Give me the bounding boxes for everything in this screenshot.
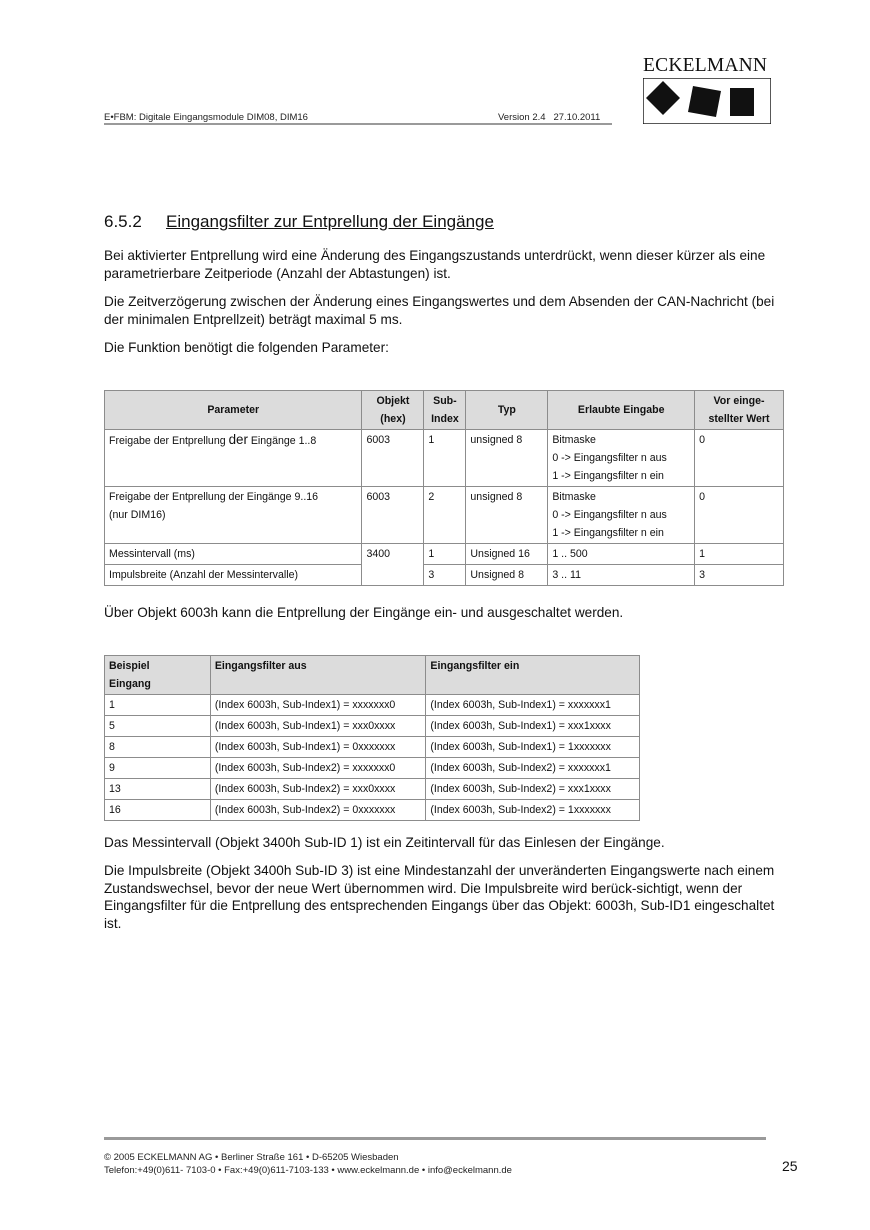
cell-sub-index: 2 (424, 487, 466, 544)
example-table-header (105, 656, 640, 695)
section-number: 6.5.2 (104, 212, 142, 231)
table-row (105, 716, 640, 737)
cell-filter-aus: (Index 6003h, Sub-Index2) = xxxxxxx0 (210, 758, 426, 779)
header-sub-index: Sub- Index (424, 391, 466, 430)
logo-text: ECKELMANN (643, 55, 768, 76)
paragraph-params-intro: Die Funktion benötigt die folgenden Parameter: (104, 340, 389, 355)
example-table (104, 655, 640, 821)
cell-filter-ein: (Index 6003h, Sub-Index2) = xxx1xxxx (426, 779, 640, 800)
header-typ: Typ (466, 391, 548, 430)
cell-eingang: 1 (105, 695, 211, 716)
paragraph-delay: Die Zeitverzögerung zwischen der Änderung eines Eingangswertes und dem Absenden der CAN-Nachricht (bei der minimalen Entprellzeit) beträgt maximal 5 ms. (104, 294, 775, 327)
cell-objekt: 6003 (362, 430, 424, 487)
header-erlaubte-eingabe: Erlaubte Eingabe (548, 391, 695, 430)
cell-sub-index: 1 (424, 544, 466, 565)
logo-squares-icon (643, 78, 771, 124)
cell-filter-ein: (Index 6003h, Sub-Index2) = 1xxxxxxx (426, 800, 640, 821)
cell-typ: unsigned 8 (466, 487, 548, 544)
table-row (105, 695, 640, 716)
table-row (105, 487, 784, 544)
cell-filter-aus: (Index 6003h, Sub-Index1) = xxx0xxxx (210, 716, 426, 737)
cell-wert: 3 (695, 565, 784, 586)
cell-typ: unsigned 8 (466, 430, 548, 487)
cell-filter-aus: (Index 6003h, Sub-Index2) = 0xxxxxxx (210, 800, 426, 821)
cell-eingang: 13 (105, 779, 211, 800)
table-row (105, 565, 784, 586)
header-rule (104, 123, 612, 125)
parameter-table (104, 390, 784, 586)
cell-wert: 0 (695, 430, 784, 487)
cell-eingang: 9 (105, 758, 211, 779)
cell-filter-aus: (Index 6003h, Sub-Index2) = xxx0xxxx (210, 779, 426, 800)
header-objekt: Objekt (hex) (362, 391, 424, 430)
cell-filter-ein: (Index 6003h, Sub-Index1) = xxx1xxxx (426, 716, 640, 737)
header-parameter: Parameter (105, 391, 362, 430)
table-row (105, 430, 784, 487)
cell-objekt (362, 565, 424, 586)
paragraph-object-6003: Über Objekt 6003h kann die Entprellung der Eingänge ein- und ausgeschaltet werden. (104, 605, 624, 620)
cell-parameter: Freigabe der Entprellung der Eingänge 1..8 (105, 430, 362, 487)
eckelmann-logo (643, 56, 771, 122)
table-row (105, 758, 640, 779)
cell-filter-aus: (Index 6003h, Sub-Index1) = 0xxxxxxx (210, 737, 426, 758)
cell-filter-aus: (Index 6003h, Sub-Index1) = xxxxxxx0 (210, 695, 426, 716)
parameter-table-header (105, 391, 784, 430)
footer-contact: Telefon:+49(0)611- 7103-0 • Fax:+49(0)611-7103-133 • www.eckelmann.de • info@eckelmann.de (104, 1165, 512, 1176)
cell-wert: 1 (695, 544, 784, 565)
page-number: 25 (782, 1158, 798, 1174)
cell-eingabe: Bitmaske 0 -> Eingangsfilter n aus 1 -> Eingangsfilter n ein (548, 487, 695, 544)
header-doc-title: E•FBM: Digitale Eingangsmodule DIM08, DIM16 (104, 112, 308, 123)
table-row (105, 544, 784, 565)
table-row (105, 779, 640, 800)
section-heading (104, 212, 494, 232)
cell-sub-index: 3 (424, 565, 466, 586)
paragraph-impulsbreite: Die Impulsbreite (Objekt 3400h Sub-ID 3) ist eine Mindestanzahl der unveränderten Eingangswerte nach einem Zustandswechsel, bevor der neue Wert übernommen wird. Die Impulsbreite wird berück-sichtigt, wenn der Eingangsfilter für die Entprellung des entsprechenden Eingangs über das Objekt: 6003h, Sub-ID1 eingeschaltet ist. (104, 863, 775, 931)
cell-eingabe: 1 .. 500 (548, 544, 695, 565)
cell-filter-ein: (Index 6003h, Sub-Index1) = xxxxxxx1 (426, 695, 640, 716)
cell-parameter: Messintervall (ms) (105, 544, 362, 565)
cell-typ: Unsigned 16 (466, 544, 548, 565)
cell-objekt: 3400 (362, 544, 424, 565)
cell-eingang: 5 (105, 716, 211, 737)
cell-parameter: Freigabe der Entprellung der Eingänge 9..16 (nur DIM16) (105, 487, 362, 544)
header-beispiel-eingang: Beispiel Eingang (105, 656, 211, 695)
cell-sub-index: 1 (424, 430, 466, 487)
header-voreingestellt: Vor einge- stellter Wert (695, 391, 784, 430)
paragraph-intro: Bei aktivierter Entprellung wird eine Änderung des Eingangszustands unterdrückt, wenn dieser kürzer als eine parametrierbare Zeitperiode (Anzahl der Abtastungen) ist. (104, 248, 766, 281)
footer-rule (104, 1137, 766, 1140)
cell-eingabe: 3 .. 11 (548, 565, 695, 586)
footer-copyright: © 2005 ECKELMANN AG • Berliner Straße 161 • D-65205 Wiesbaden (104, 1152, 399, 1163)
cell-parameter: Impulsbreite (Anzahl der Messintervalle) (105, 565, 362, 586)
header-filter-aus: Eingangsfilter aus (210, 656, 426, 695)
cell-filter-ein: (Index 6003h, Sub-Index1) = 1xxxxxxx (426, 737, 640, 758)
header-version: Version 2.4 27.10.2011 (498, 112, 601, 123)
cell-eingang: 8 (105, 737, 211, 758)
header-filter-ein: Eingangsfilter ein (426, 656, 640, 695)
cell-eingang: 16 (105, 800, 211, 821)
cell-eingabe: Bitmaske 0 -> Eingangsfilter n aus 1 -> Eingangsfilter n ein (548, 430, 695, 487)
cell-wert: 0 (695, 487, 784, 544)
section-title: Eingangsfilter zur Entprellung der Eingänge (166, 212, 494, 231)
cell-typ: Unsigned 8 (466, 565, 548, 586)
paragraph-messintervall: Das Messintervall (Objekt 3400h Sub-ID 1) ist ein Zeitintervall für das Einlesen der Eingänge. (104, 835, 665, 850)
cell-filter-ein: (Index 6003h, Sub-Index2) = xxxxxxx1 (426, 758, 640, 779)
cell-objekt: 6003 (362, 487, 424, 544)
table-row (105, 737, 640, 758)
table-row (105, 800, 640, 821)
